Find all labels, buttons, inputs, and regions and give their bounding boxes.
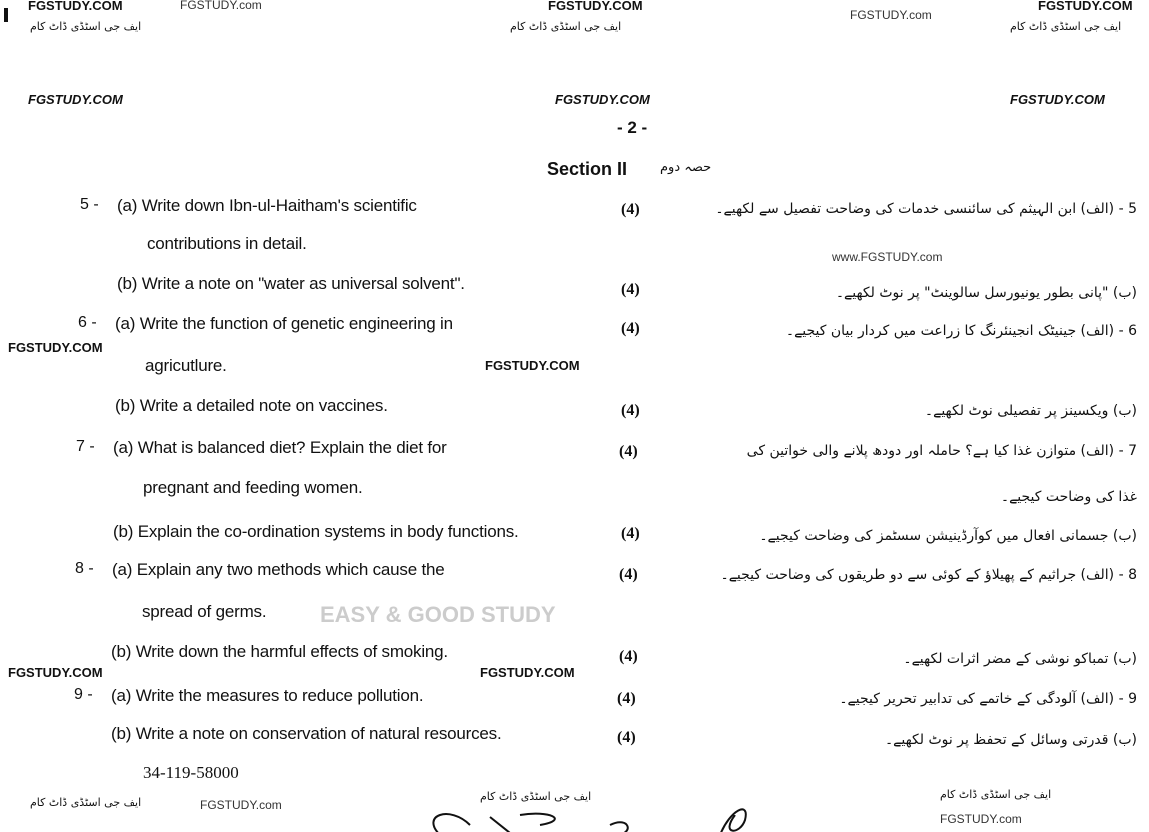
- watermark: FGSTUDY.COM: [548, 0, 643, 13]
- question-urdu: 6 - (الف) جینیٹک انجینئرنگ کا زراعت میں کردار بیان کیجیے۔: [785, 323, 1137, 339]
- page-number: - 2 -: [617, 118, 648, 137]
- scan-mark: [4, 8, 8, 22]
- question-urdu-continuation: غذا کی وضاحت کیجیے۔: [1000, 489, 1137, 505]
- question-number: 5 -: [80, 196, 99, 213]
- question-number: 6 -: [78, 314, 97, 331]
- question-urdu: (ب) جسمانی افعال میں کوآرڈینیشن سسٹمز کی وضاحت کیجیے۔: [759, 528, 1137, 544]
- question-7a: (a) What is balanced diet? Explain the diet for: [113, 438, 447, 457]
- watermark-urdu: ایف جی اسٹڈی ڈاٹ کام: [30, 796, 142, 809]
- question-6b: (b) Write a detailed note on vaccines.: [115, 396, 388, 415]
- marks: (4): [617, 690, 636, 707]
- question-9b: (b) Write a note on conservation of natural resources.: [111, 724, 502, 743]
- marks: (4): [619, 443, 638, 460]
- question-7b: (b) Explain the co-ordination systems in body functions.: [113, 522, 519, 541]
- marks: (4): [621, 320, 640, 337]
- watermark: FGSTUDY.COM: [555, 92, 650, 107]
- question-continuation: agricutlure.: [145, 356, 227, 375]
- watermark: FGSTUDY.COM: [28, 0, 123, 13]
- question-9a: (a) Write the measures to reduce pollution.: [111, 686, 424, 705]
- question-urdu: 7 - (الف) متوازن غذا کیا ہے؟ حاملہ اور دودھ پلانے والی خواتین کی: [746, 443, 1137, 459]
- marks: (4): [621, 525, 640, 542]
- marks: (4): [621, 281, 640, 298]
- watermark-urdu: ایف جی اسٹڈی ڈاٹ کام: [30, 20, 142, 33]
- watermark: FGSTUDY.com: [180, 0, 262, 12]
- signature: [400, 795, 800, 832]
- question-urdu: (ب) قدرتی وسائل کے تحفظ پر نوٹ لکھیے۔: [884, 732, 1137, 748]
- section-title-urdu: حصہ دوم: [660, 160, 712, 175]
- question-urdu: (ب) "پانی بطور یونیورسل سالوینٹ" پر نوٹ لکھیے۔: [835, 285, 1137, 301]
- question-continuation: spread of germs.: [142, 602, 267, 621]
- marks: (4): [619, 648, 638, 665]
- watermark-urdu: ایف جی اسٹڈی ڈاٹ کام: [510, 20, 622, 33]
- marks: (4): [617, 729, 636, 746]
- watermark: www.FGSTUDY.com: [832, 250, 943, 264]
- section-title: Section II: [547, 159, 628, 179]
- watermark-slogan: EASY & GOOD STUDY: [320, 602, 556, 627]
- marks: (4): [621, 402, 640, 419]
- watermark: FGSTUDY.COM: [1010, 92, 1105, 107]
- question-urdu: (ب) ویکسینز پر تفصیلی نوٹ لکھیے۔: [924, 403, 1137, 419]
- watermark-urdu: ایف جی اسٹڈی ڈاٹ کام: [1010, 20, 1122, 33]
- question-5b: (b) Write a note on "water as universal solvent".: [117, 274, 465, 293]
- question-8b: (b) Write down the harmful effects of smoking.: [111, 642, 448, 661]
- paper-serial: 34-119-58000: [143, 763, 239, 782]
- watermark: FGSTUDY.com: [200, 798, 282, 812]
- watermark: FGSTUDY.COM: [28, 92, 123, 107]
- watermark-urdu: ایف جی اسٹڈی ڈاٹ کام: [480, 790, 592, 803]
- question-number: 9 -: [74, 686, 93, 703]
- question-urdu: 9 - (الف) آلودگی کے خاتمے کی تدابیر تحریر کیجیے۔: [839, 691, 1137, 707]
- question-8a: (a) Explain any two methods which cause the: [112, 560, 445, 579]
- watermark: FGSTUDY.com: [940, 812, 1022, 826]
- question-continuation: pregnant and feeding women.: [143, 478, 363, 497]
- watermark: FGSTUDY.COM: [485, 358, 580, 373]
- question-urdu: 5 - (الف) ابن الہیثم کی سائنسی خدمات کی وضاحت تفصیل سے لکھیے۔: [715, 201, 1137, 217]
- watermark: FGSTUDY.COM: [480, 665, 575, 680]
- marks: (4): [621, 201, 640, 218]
- marks: (4): [619, 566, 638, 583]
- question-urdu: 8 - (الف) جراثیم کے پھیلاؤ کے کوئی سے دو طریقوں کی وضاحت کیجیے۔: [720, 567, 1137, 583]
- watermark-urdu: ایف جی اسٹڈی ڈاٹ کام: [940, 788, 1052, 801]
- watermark: FGSTUDY.COM: [8, 340, 103, 355]
- question-urdu: (ب) تمباکو نوشی کے مضر اثرات لکھیے۔: [903, 651, 1137, 667]
- watermark: FGSTUDY.COM: [8, 665, 103, 680]
- watermark: FGSTUDY.com: [850, 8, 932, 22]
- question-5a: (a) Write down Ibn-ul-Haitham's scientific: [117, 196, 417, 215]
- question-continuation: contributions in detail.: [147, 234, 307, 253]
- question-number: 7 -: [76, 438, 95, 455]
- question-6a: (a) Write the function of genetic engineering in: [115, 314, 453, 333]
- question-number: 8 -: [75, 560, 94, 577]
- watermark: FGSTUDY.COM: [1038, 0, 1133, 13]
